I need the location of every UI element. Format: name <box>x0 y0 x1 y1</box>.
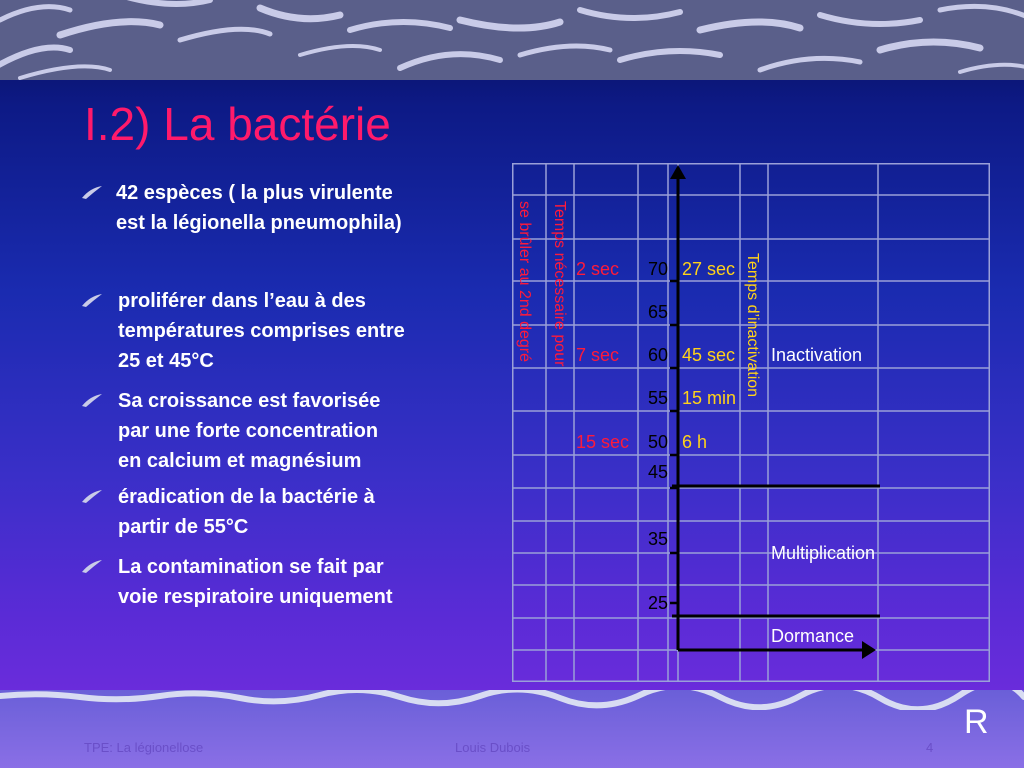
inactivation-time: 45 sec <box>682 345 736 365</box>
bullet-quill-icon <box>80 488 104 504</box>
bullet-line: La contamination se fait par <box>118 556 384 578</box>
footer-left: TPE: La légionellose <box>84 740 204 755</box>
temperature-value: 25 <box>647 593 668 613</box>
temperature-grid <box>512 163 990 682</box>
bullet-line: 42 espèces ( la plus virulente <box>116 182 393 204</box>
temperature-value: 70 <box>647 259 668 279</box>
inactivation-time: 6 h <box>682 432 708 452</box>
bullet-line: températures comprises entre <box>118 320 405 342</box>
burn-time: 2 sec <box>576 259 620 279</box>
burn-time: 7 sec <box>576 345 620 365</box>
zone-inactivation: Inactivation <box>771 345 863 365</box>
temperature-value: 65 <box>647 302 668 322</box>
bullet-line: est la légionella pneumophila) <box>116 212 402 234</box>
bullet-quill-icon <box>80 292 104 308</box>
temperature-value: 55 <box>647 388 668 408</box>
inactivation-time-label: Temps d’inactivation <box>744 253 761 398</box>
temperature-value: 50 <box>647 432 668 452</box>
burn-time: 15 sec <box>576 432 630 452</box>
bullet-quill-icon <box>80 558 104 574</box>
return-link[interactable]: R <box>964 703 989 741</box>
bullet-item <box>80 386 500 476</box>
bullet-item <box>80 552 500 612</box>
grid-lines <box>512 163 990 682</box>
bullet-item <box>80 178 500 238</box>
bullet-quill-icon <box>80 184 104 200</box>
temperature-value: 45 <box>647 462 668 482</box>
temperature-table <box>512 163 990 682</box>
bullet-line: éradication de la bactérie à <box>118 486 375 508</box>
inactivation-time: 27 sec <box>682 259 736 279</box>
zone-multiplication: Multiplication <box>771 543 876 563</box>
bullet-line: proliférer dans l’eau à des <box>118 290 366 312</box>
bullet-item <box>80 286 500 376</box>
slide-title: I.2) La bactérie <box>84 98 391 150</box>
wave-decoration-bottom <box>0 690 1024 710</box>
bullet-line: en calcium et magnésium <box>118 450 362 472</box>
burn-time-label: se brûler au 2nd degré <box>516 201 533 362</box>
wave-decoration-top <box>0 0 1024 80</box>
bullet-line: partir de 55°C <box>118 516 249 538</box>
footer-decoration <box>0 690 1024 768</box>
bullet-line: 25 et 45°C <box>118 350 214 372</box>
slide-number: 4 <box>926 740 934 755</box>
burn-time-label: Temps nécessaire pour <box>551 201 568 367</box>
bullet-quill-icon <box>80 392 104 408</box>
bullet-item <box>80 482 500 542</box>
bullet-line: voie respiratoire uniquement <box>118 586 393 608</box>
zone-dormance: Dormance <box>771 626 855 646</box>
bullet-line: par une forte concentration <box>118 420 379 442</box>
footer-author: Louis Dubois <box>455 740 531 755</box>
bullet-line: Sa croissance est favorisée <box>118 390 381 412</box>
inactivation-time: 15 min <box>682 388 737 408</box>
temperature-value: 60 <box>647 345 668 365</box>
temperature-value: 35 <box>647 529 668 549</box>
header-decoration <box>0 0 1024 80</box>
